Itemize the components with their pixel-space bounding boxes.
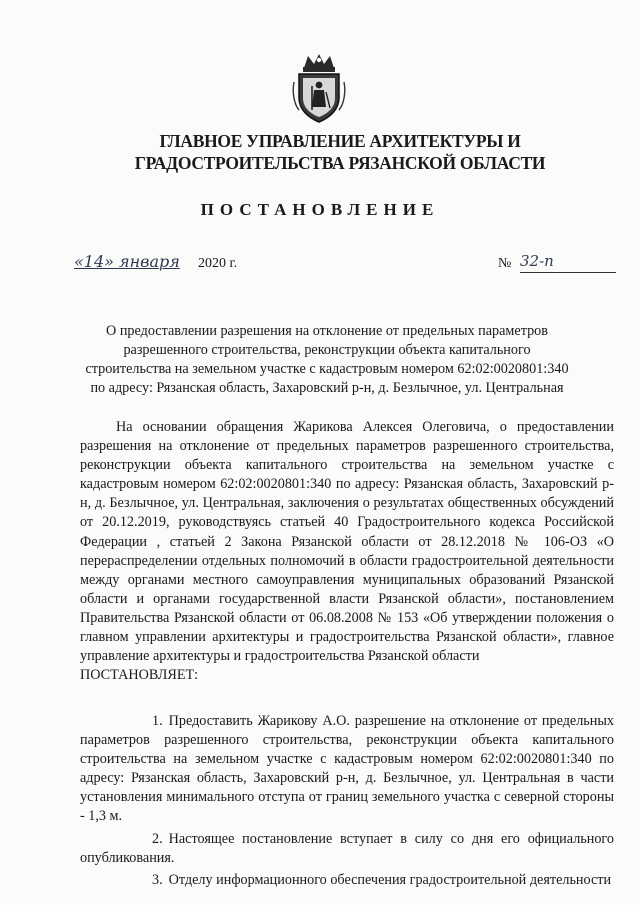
item-text: Настоящее постановление вступает в силу со дня его официального опубликования. [80, 830, 614, 866]
list-item [80, 871, 614, 890]
item-number: 1. [152, 713, 163, 729]
document-subject: О предоставлении разрешения на отклонение от предельных параметров разрешенного строительства, реконструкции объекта капитального строительства на земельном участке с кадастровым номером 62:02:0020801:340 по адресу: Рязанская область, Захаровский р-н, д. Безлычное, ул. Центральная [85, 323, 569, 396]
list-item [80, 712, 614, 827]
item-text: Отделу информационного обеспечения градостроительной деятельности [168, 871, 612, 888]
number-label: № [498, 256, 512, 271]
item-number: 3. [152, 871, 163, 888]
item-number: 2. [152, 830, 163, 847]
preamble-paragraph: На основании обращения Жарикова Алексея Олеговича, о предоставлении разрешения на отклонение от предельных параметров разрешенного строительства, реконструкции объекта капитального строительства на земельном участке с кадастровым номером 62:02:0020801:340 по адресу: Рязанская область, Захаровский р-н, д. Безлычное, ул. Центральная, заключения о результатах общественных обсуждений от 20.12.2019, руководствуясь статьей 40 Градостроительного кодекса Российской Федерации , статьей 2 Закона Рязанской области от 28.12.2018 № 106-ОЗ «О перераспределении отдельных полномочий в области градостроительной деятельности между органами местного самоуправления муниципальных образований Рязанской области и органами государственной власти Рязанской области», постановлением Правительства Рязанской области от 06.08.2008 № 153 «Об утверждении положения о главном управлении архитектуры и градостроительства Рязанской области», главное управление архитектуры и градостроительства Рязанской области [80, 419, 614, 665]
document-type-heading: ПОСТАНОВЛЕНИЕ [200, 200, 440, 219]
document-body [80, 418, 614, 685]
coat-of-arms-emblem [290, 52, 348, 124]
date-year: 2020 г. [198, 256, 238, 271]
agency-title: ГЛАВНОЕ УПРАВЛЕНИЕ АРХИТЕКТУРЫ И ГРАДОСТРОИТЕЛЬСТВА РЯЗАНСКОЙ ОБЛАСТИ [134, 131, 546, 173]
item-text: Предоставить Жарикову А.О. разрешение на отклонение от предельных параметров разрешенного строительства, реконструкции объекта капитального строительства на земельном участке с кадастровым номером 62:02:0020801:340 по адресу: Рязанская область, Захаровский р-н, д. Безлычное, ул. Центральная в части установления минимального отступа от границ земельного участка с северной стороны - 1,3 м. [80, 713, 614, 825]
decree-word: ПОСТАНОВЛЯЕТ: [80, 667, 199, 684]
handwritten-number: 32-п [520, 252, 616, 273]
handwritten-date: «14» января [74, 252, 180, 271]
date-number-row [74, 254, 614, 280]
decree-items-list [80, 712, 614, 890]
list-item [80, 830, 614, 868]
